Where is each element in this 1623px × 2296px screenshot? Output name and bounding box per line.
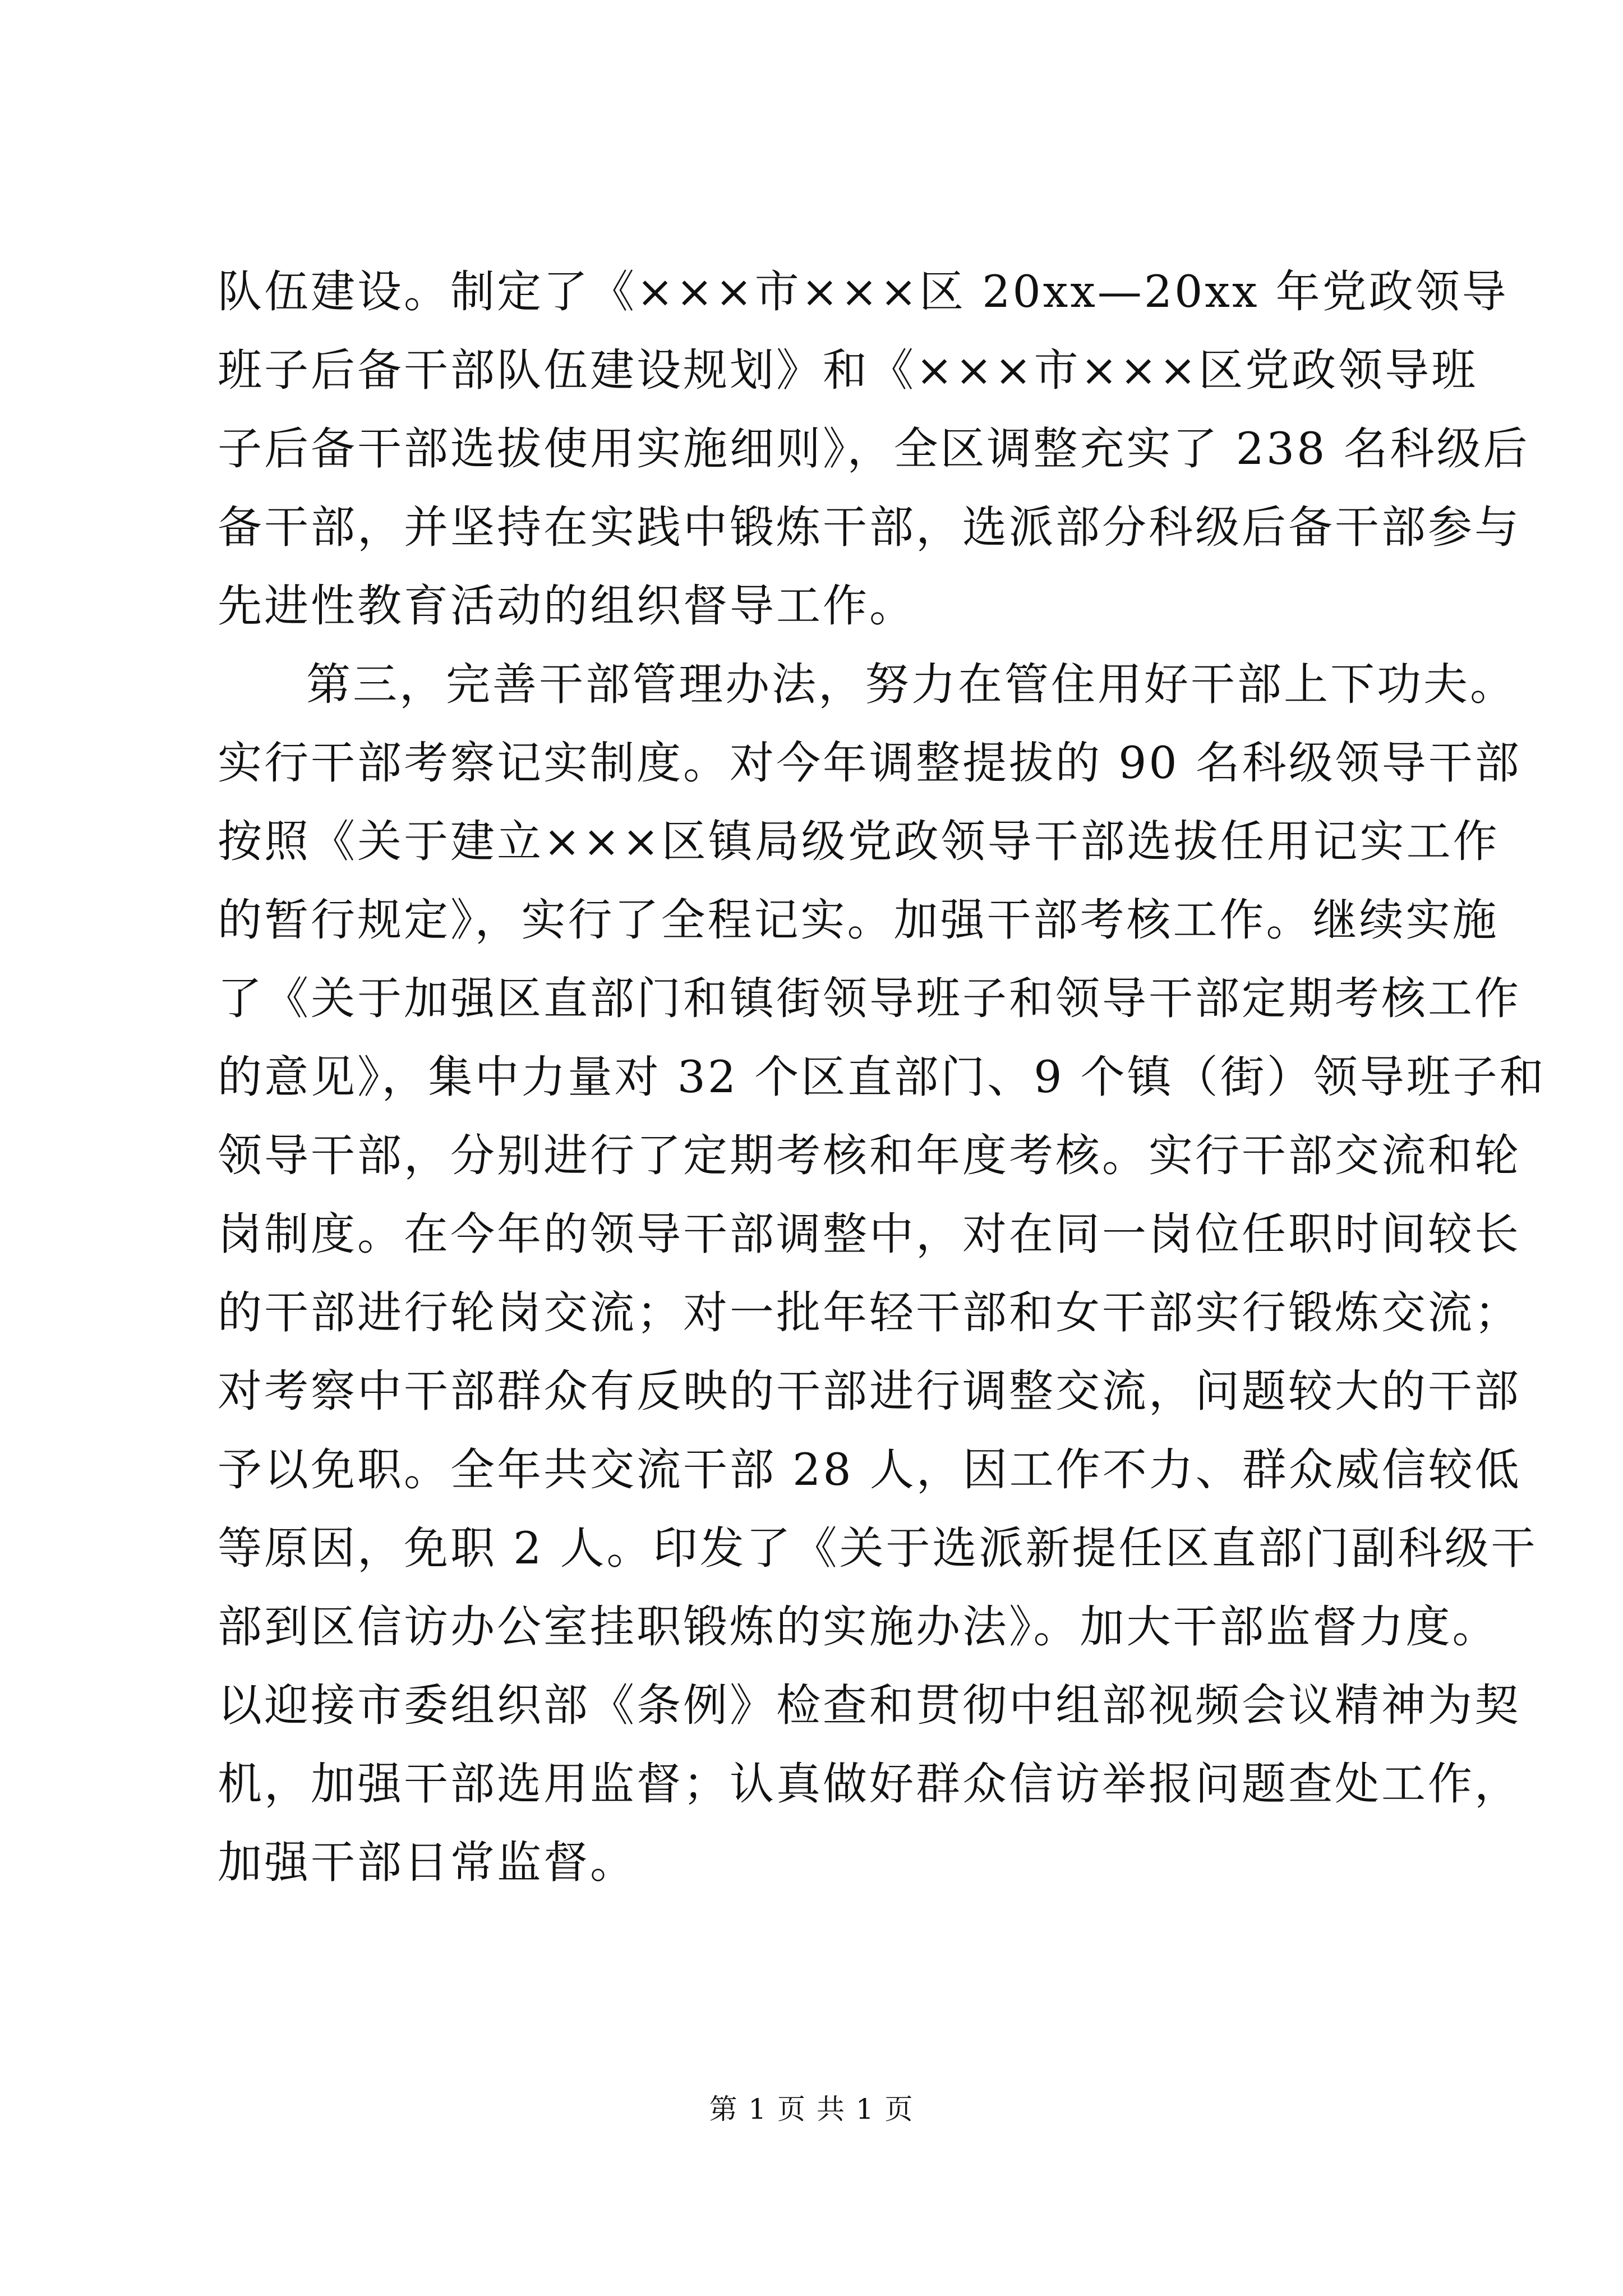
text-line: 备干部，并坚持在实践中锻炼干部，选派部分科级后备干部参与 [218, 501, 1521, 553]
text-line: 班子后备干部队伍建设规划》和《×××市×××区党政领导班 [218, 344, 1478, 396]
text-line: 的意见》，集中力量对 32 个区直部门、9 个镇（街）领导班子和 [218, 1051, 1546, 1103]
text-line: 的暂行规定》，实行了全程记实。加强干部考核工作。继续实施 [218, 894, 1499, 946]
text-line: 先进性教育活动的组织督导工作。 [218, 580, 916, 632]
text-line: 了《关于加强区直部门和镇街领导班子和领导干部定期考核工作 [218, 973, 1521, 1024]
text-line: 的干部进行轮岗交流；对一批年轻干部和女干部实行锻炼交流； [218, 1287, 1521, 1338]
text-line: 等原因，免职 2 人。印发了《关于选派新提任区直部门副科级干 [218, 1522, 1538, 1574]
text-line: 机，加强干部选用监督；认真做好群众信访举报问题查处工作， [218, 1758, 1521, 1810]
text-line: 部到区信访办公室挂职锻炼的实施办法》。加大干部监督力度。 [218, 1601, 1499, 1653]
text-line: 岗制度。在今年的领导干部调整中，对在同一岗位任职时间较长 [218, 1208, 1521, 1260]
text-line: 领导干部，分别进行了定期考核和年度考核。实行干部交流和轮 [218, 1130, 1521, 1181]
text-line: 予以免职。全年共交流干部 28 人，因工作不力、群众威信较低 [218, 1444, 1521, 1496]
text-line: 实行干部考察记实制度。对今年调整提拔的 90 名科级领导干部 [218, 737, 1521, 789]
text-line: 子后备干部选拔使用实施细则》，全区调整充实了 238 名科级后 [218, 423, 1530, 475]
text-line: 对考察中干部群众有反映的干部进行调整交流，问题较大的干部 [218, 1365, 1521, 1417]
paragraph-first-line: 第三，完善干部管理办法，努力在管住用好干部上下功夫。 [306, 659, 1516, 710]
page-footer: 第 1 页 共 1 页 [709, 2093, 914, 2125]
text-line: 以迎接市委组织部《条例》检查和贯彻中组部视频会议精神为契 [218, 1680, 1521, 1731]
text-line: 队伍建设。制定了《×××市×××区 20xx—20xx 年党政领导 [218, 266, 1509, 318]
text-line: 按照《关于建立×××区镇局级党政领导干部选拔任用记实工作 [218, 816, 1500, 867]
text-line: 加强干部日常监督。 [218, 1837, 637, 1888]
